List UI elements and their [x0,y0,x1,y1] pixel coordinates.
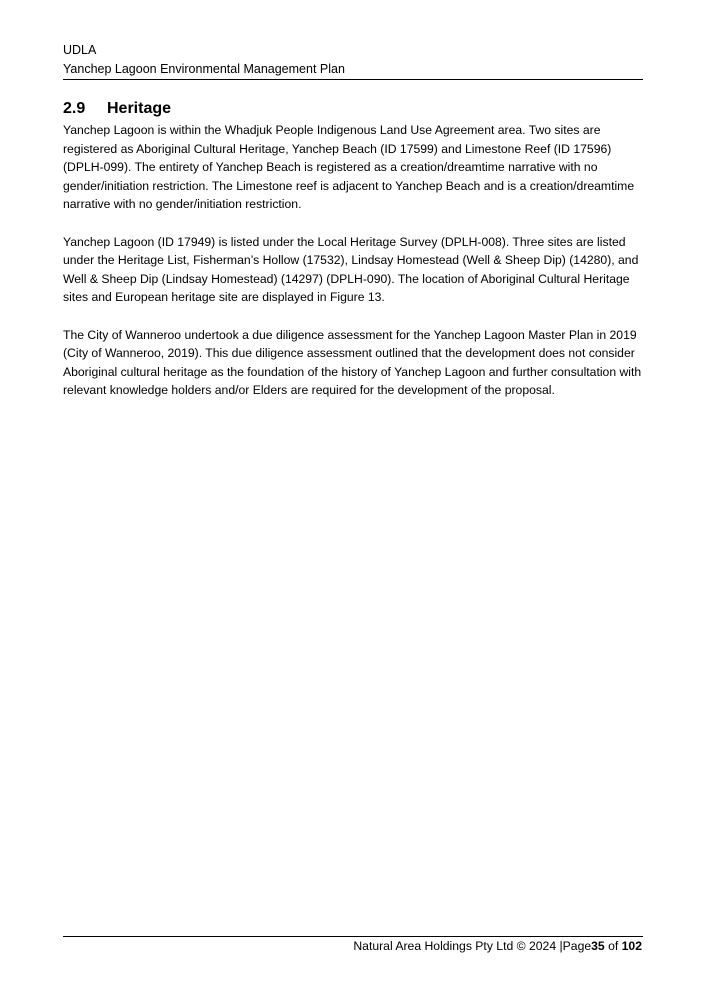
header-doc-title: Yanchep Lagoon Environmental Management Plan [63,62,345,76]
header-org: UDLA [63,43,97,57]
footer-total-pages: 102 [621,939,642,953]
section-body [63,121,645,419]
header-divider [63,79,643,80]
paragraph: Yanchep Lagoon (ID 17949) is listed under the Local Heritage Survey (DPLH-008). Three sites are listed under the Heritage List, Fisherman’s Hollow (17532), Lindsay Homestead (Well & Sheep Dip) (14280), and Well & Sheep Dip (Lindsay Homestead) (14297) (DPLH-090). The location of Aboriginal Cultural Heritage sites and European heritage site are displayed in Figure 13. [63,234,639,305]
page-header [63,41,643,79]
footer-of-label: of [608,939,619,953]
page-footer [353,937,642,955]
section-number: 2.9 [63,100,86,117]
paragraph: Yanchep Lagoon is within the Whadjuk People Indigenous Land Use Agreement area. Two sites are registered as Aboriginal Cultural Heritage, Yanchep Beach (ID 17599) and Limestone Reef (ID 17596) (DPLH-099). The entirety of Yanchep Beach is registered as a creation/dreamtime narrative with no gender/initiation restriction. The Limestone reef is adjacent to Yanchep Beach and is a creation/dreamtime narrative with no gender/initiation restriction. [63,123,635,212]
footer-company: Natural Area Holdings Pty Ltd © 2024 [353,939,557,953]
section-heading [63,99,171,119]
footer-page-label: |Page [559,939,592,953]
section-title: Heritage [107,100,172,117]
footer-page-number: 35 [591,939,605,953]
paragraph: The City of Wanneroo undertook a due diligence assessment for the Yanchep Lagoon Master Plan in 2019 (City of Wanneroo, 2019). This due diligence assessment outlined that the development does not consider Aboriginal cultural heritage as the foundation of the history of Yanchep Lagoon and further consultation with relevant knowledge holders and/or Elders are required for the development of the proposal. [63,327,642,398]
